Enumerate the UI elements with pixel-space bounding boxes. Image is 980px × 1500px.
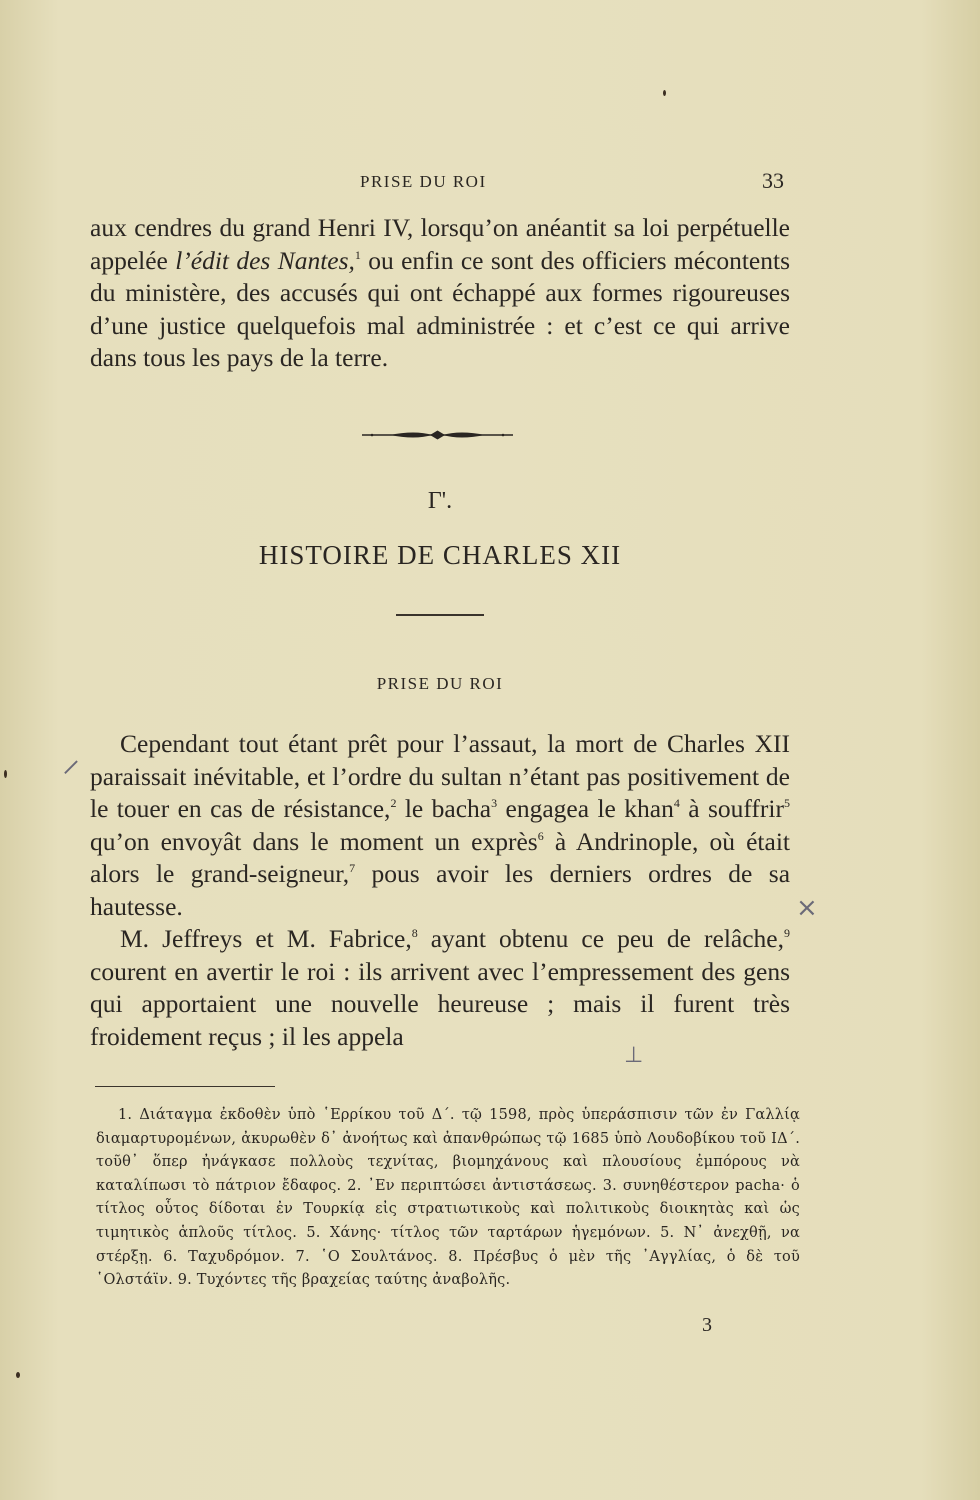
running-title: PRISE DU ROI <box>360 172 487 191</box>
footnote-rule <box>95 1086 275 1087</box>
pencil-mark-right-icon: × <box>796 893 818 923</box>
footnote-ref-2: 2 <box>390 796 397 810</box>
footnote-ref-9: 9 <box>784 926 790 940</box>
ornament-divider <box>360 428 515 442</box>
page-number: 33 <box>762 168 784 193</box>
continued-paragraph <box>90 212 790 375</box>
footnotes <box>96 1104 800 1293</box>
footnote-ref-6: 6 <box>537 828 544 843</box>
paragraph-2: M. Jeffreys et M. Fabrice,$^8$ ayant obtenu ce peu de relâche,$^9$ courent en avertir le roi : ils arrivent avec l’empressement des gens qui apportaient une nouvelle heureuse ; mais il furent très froidement reçus ; il les appela <box>90 924 790 1051</box>
pencil-mark-under-icon: ⊥ <box>624 1043 644 1068</box>
chapter-number: Γ'. <box>427 488 453 514</box>
footnote-ref-3: 3 <box>491 796 498 810</box>
paragraph-1: Cependant tout étant prêt pour l’assaut, la mort de Charles XII paraissait inévitable, et l’ordre du sultan n’étant pas positivement de le touer en cas de résistance,$^2$ le bacha$^3$ engagea le khan$^4$ à souffrir$^5$ qu’on envoyât dans le moment un exprès$^6$ à Andrinople, où était alors le grand-seigneur,$^7$ pous avoir les derniers ordres de sa hautesse. <box>90 729 791 921</box>
title-rule <box>396 614 484 616</box>
section-title: PRISE DU ROI <box>376 674 504 693</box>
footnote-ref-5: 5 <box>784 796 790 810</box>
paper-speck <box>4 770 7 778</box>
pencil-mark-left-icon: ⸝ <box>62 739 80 780</box>
edict-title: l’édit des Nantes, <box>175 245 355 275</box>
continued-text-end: ou enfin ce sont des officiers mécontents du ministère, des accusés qui ont échappé aux formes rigoureuses d’une justice quelquefois mal administrée : et c’est ce qui arrive dans tous les pays de la terre. <box>90 245 790 372</box>
footnote-text: 1. Διάταγμα ἐκδοθὲν ὑπὸ ῾Ερρίκου τοῦ Δ΄. τῷ 1598, πρὸς ὑπεράσπισιν τῶν ἐν Γαλλίᾳ διαμαρτυρομένων, ἀκυρωθὲν δ᾽ ἀνοήτως καὶ ἀπανθρώπως τῷ 1685 ὑπὸ Λουδοβίκου τοῦ ΙΔ΄. τοῦθ᾽ ὅπερ ἠνάγκασε πολλοὺς τεχνίτας, βιομηχάνους καὶ πλουσίους ἐμπόρους νὰ καταλίπωσι τὸ πάτριον ἔδαφος. 2. ᾽Εν περιπτώσει ἀντιστάσεως. 3. συνηθέστερον pacha· ὁ τίτλος οὗτος δίδοται ἐν Τουρκίᾳ εἰς στρατιωτικοὺς καὶ πολιτικοὺς διοικητὰς καὶ ὡς τιμητικὸς ἁπλοῦς τίτλος. 5. Χάνης· τίτλος τῶν ταρτάρων ἡγεμόνων. 5. Ν᾽ ἀνεχθῇ, να στέρξῃ. 6. Ταχυδρόμον. 7. ῾Ο Σουλτάνος. 8. Πρέσβυς ὁ μὲν τῆς ᾽Αγγλίας, ὁ δὲ τοῦ ῾Ολστάϊν. 9. Τυχόντες τῆς βραχείας ταύτης ἀναβολῆς. <box>96 1107 800 1289</box>
paper-speck <box>663 90 666 96</box>
footnote-ref-1: 1 <box>354 247 361 262</box>
chapter-title: HISTOIRE DE CHARLES XII <box>258 540 622 570</box>
footnote-ref-7: 7 <box>349 861 356 875</box>
signature-mark: 3 <box>702 1314 712 1336</box>
continued-text-start: aux cendres du grand Henri IV, lorsqu’on anéantit sa loi perpétuelle appelée <box>90 213 790 275</box>
footnote-ref-4: 4 <box>673 796 680 810</box>
paper-speck <box>16 1372 20 1378</box>
running-head <box>90 168 790 198</box>
footnote-ref-8: 8 <box>411 926 418 940</box>
main-text <box>90 728 790 1053</box>
